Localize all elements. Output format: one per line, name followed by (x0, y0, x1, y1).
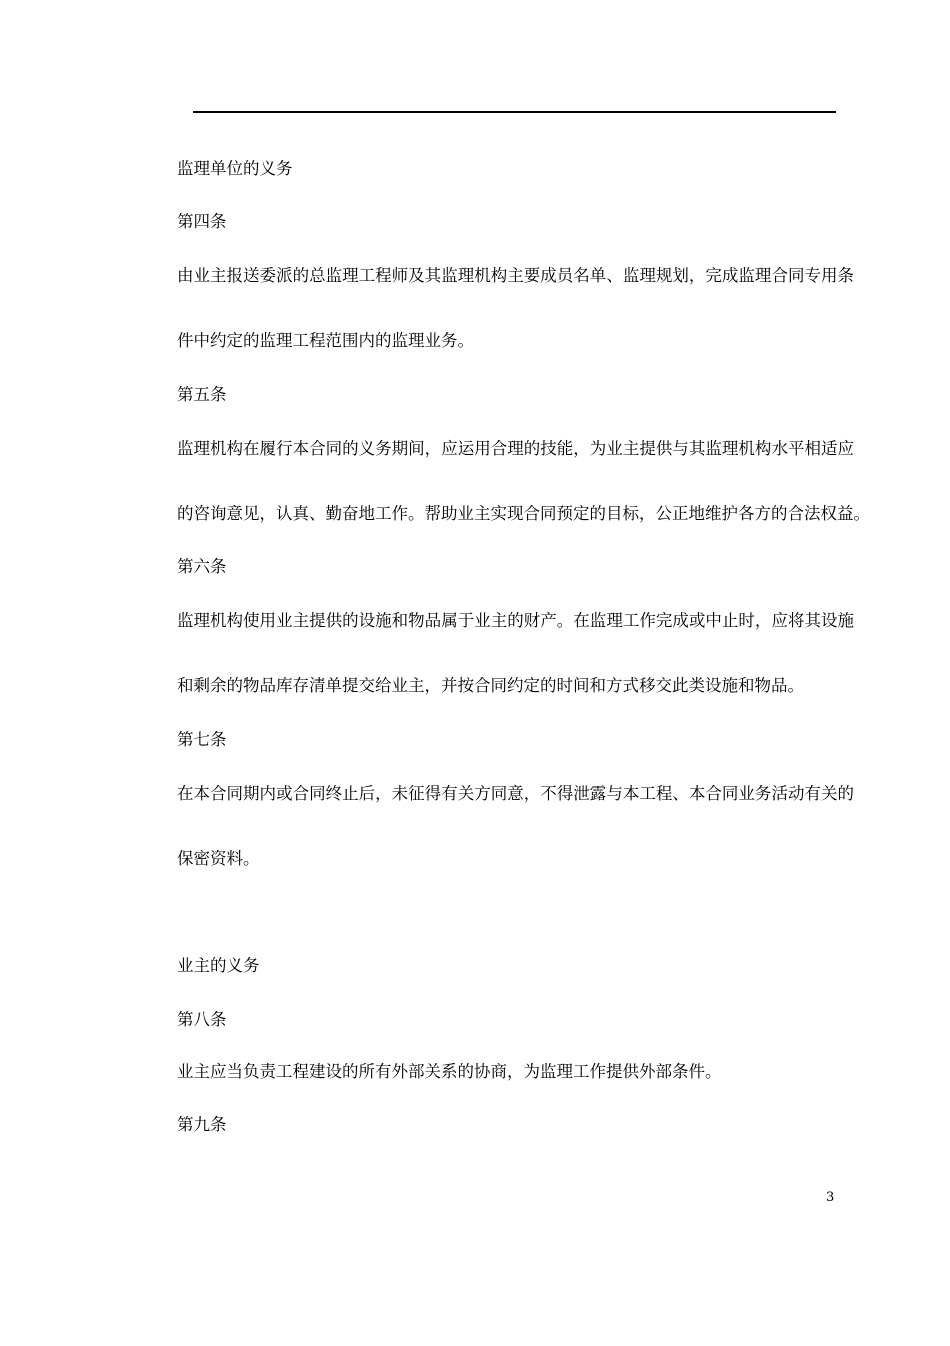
article-6-text-line-2: 和剩余的物品库存清单提交给业主，并按合同约定的时间和方式移交此类设施和物品。 (177, 676, 804, 695)
article-7-heading: 第七条 (177, 730, 227, 749)
section-title-owner-duties: 业主的义务 (177, 956, 260, 975)
article-7-text-line-1: 在本合同期内或合同终止后，未征得有关方同意，不得泄露与本工程、本合同业务活动有关的 (177, 784, 854, 803)
article-4-text-line-1: 由业主报送委派的总监理工程师及其监理机构主要成员名单、监理规划，完成监理合同专用条 (177, 266, 854, 285)
page-number: 3 (826, 1190, 835, 1205)
article-9-heading: 第九条 (177, 1115, 227, 1134)
article-5-text-line-1: 监理机构在履行本合同的义务期间，应运用合理的技能，为业主提供与其监理机构水平相适应 (177, 439, 854, 458)
article-6-heading: 第六条 (177, 557, 227, 576)
article-5-text-line-2: 的咨询意见，认真、勤奋地工作。帮助业主实现合同预定的目标，公正地维护各方的合法权益。 (177, 504, 870, 523)
article-4-text-line-2: 件中约定的监理工程范围内的监理业务。 (177, 331, 474, 350)
article-6-text-line-1: 监理机构使用业主提供的设施和物品属于业主的财产。在监理工作完成或中止时，应将其设施 (177, 611, 854, 630)
article-5-heading: 第五条 (177, 385, 227, 404)
article-8-text-line-1: 业主应当负责工程建设的所有外部关系的协商，为监理工作提供外部条件。 (177, 1062, 722, 1081)
article-4-heading: 第四条 (177, 212, 227, 231)
header-rule (193, 111, 836, 113)
article-7-text-line-2: 保密资料。 (177, 849, 260, 868)
section-title-supervisor-duties: 监理单位的义务 (177, 159, 293, 178)
article-8-heading: 第八条 (177, 1010, 227, 1029)
